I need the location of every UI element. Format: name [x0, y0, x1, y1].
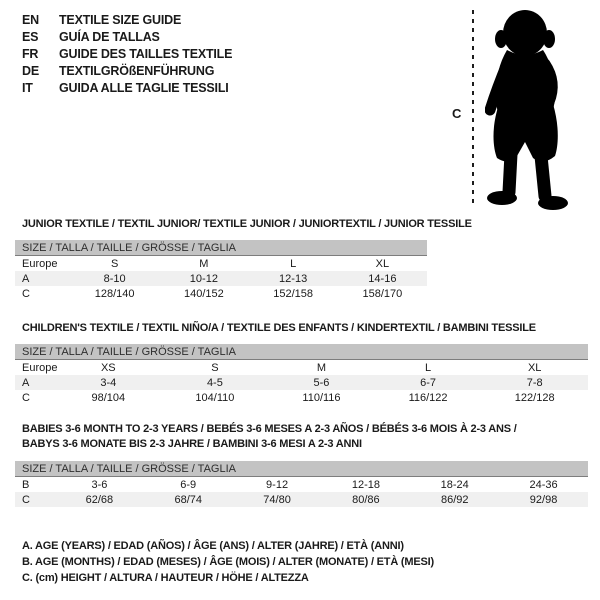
value-cell: 98/104: [91, 391, 126, 404]
language-code: DE: [22, 64, 39, 78]
table-row: [15, 375, 588, 390]
language-code: ES: [22, 30, 39, 44]
row-label-cell: C: [15, 492, 55, 507]
footnote: C. (cm) HEIGHT / ALTURA / HAUTEUR / HÖHE / ALTEZZA: [22, 572, 309, 584]
value-cell: S: [211, 361, 219, 374]
value-cell: 7-8: [481, 375, 588, 390]
value-cell: 62/68: [55, 492, 144, 507]
value-cell: L: [290, 257, 297, 270]
footnotes: [22, 538, 434, 586]
value-cell: 80/86: [321, 492, 410, 507]
table-title-line: BABYS 3-6 MONATE BIS 2-3 JAHRE / BAMBINI 3-6 MESI A 2-3 ANNI: [22, 438, 362, 450]
table-title: [22, 321, 536, 336]
size-header-cell: SIZE / TALLA / TAILLE / GRÖSSE / TAGLIA: [15, 344, 588, 360]
value-cell: 18-24: [440, 478, 469, 491]
value-cell: 86/92: [410, 492, 499, 507]
footnote: B. AGE (MONTHS) / EDAD (MESES) / ÂGE (MOIS) / ALTER (MONATE) / ETÀ (MESI): [22, 556, 434, 568]
table-title-line: BABIES 3-6 MONTH TO 2-3 YEARS / BEBÉS 3-6 MESES A 2-3 AÑOS / BÉBÉS 3-6 MOIS À 2-3 ANS /: [22, 423, 517, 435]
value-cell: 4-5: [162, 375, 269, 390]
value-cell: 12-13: [249, 271, 338, 286]
value-cell: 3-6: [91, 478, 108, 491]
value-cell: 24-36: [529, 478, 558, 491]
size-header-row: [15, 344, 588, 360]
size-table: [15, 240, 427, 301]
table-row: [15, 360, 588, 376]
value-cell: 8-10: [70, 271, 159, 286]
value-cell: 74/80: [233, 492, 322, 507]
table-title: [22, 422, 517, 452]
value-cell: 140/152: [183, 287, 224, 300]
size-table: [15, 344, 588, 405]
language-row: [22, 12, 232, 29]
value-cell: 9-12: [266, 478, 289, 491]
value-cell: 5-6: [268, 375, 375, 390]
value-cell: 3-4: [55, 375, 162, 390]
value-cell: M: [199, 257, 209, 270]
row-label-cell: B: [22, 478, 30, 491]
height-measure-label: C: [452, 106, 462, 121]
value-cell: 68/74: [144, 492, 233, 507]
size-header-cell: SIZE / TALLA / TAILLE / GRÖSSE / TAGLIA: [15, 461, 588, 477]
language-list: [22, 12, 232, 97]
value-cell: 6-9: [180, 478, 197, 491]
value-cell: XL: [375, 257, 390, 270]
table-title-line: JUNIOR TEXTILE / TEXTIL JUNIOR/ TEXTILE JUNIOR / JUNIORTEXTIL / JUNIOR TESSILE: [22, 218, 472, 230]
language-title: TEXTILE SIZE GUIDE: [59, 13, 182, 27]
value-cell: 6-7: [375, 375, 482, 390]
value-cell: XL: [527, 361, 542, 374]
table-row: [15, 286, 427, 301]
language-title: TEXTILGRÖßENFÜHRUNG: [59, 64, 215, 78]
value-cell: 128/140: [94, 287, 135, 300]
footnote: A. AGE (YEARS) / EDAD (AÑOS) / ÂGE (ANS) / ALTER (JAHRE) / ETÀ (ANNI): [22, 540, 404, 552]
size-header-row: [15, 240, 427, 256]
language-row: [22, 29, 232, 46]
language-title: GUÍA DE TALLAS: [59, 30, 160, 44]
language-row: [22, 63, 232, 80]
table-row: [15, 390, 588, 405]
value-cell: 104/110: [195, 391, 235, 404]
table-row: [15, 492, 588, 507]
size-header-row: [15, 461, 588, 477]
value-cell: 152/158: [273, 287, 313, 300]
language-row: [22, 46, 232, 63]
value-cell: 14-16: [338, 271, 427, 286]
row-label-cell: C: [22, 287, 30, 300]
value-cell: M: [316, 361, 327, 374]
value-cell: 12-18: [351, 478, 380, 491]
table-row: [15, 477, 588, 493]
language-code: IT: [22, 81, 33, 95]
language-title: GUIDA ALLE TAGLIE TESSILI: [59, 81, 229, 95]
value-cell: 92/98: [499, 492, 588, 507]
value-cell: S: [110, 257, 119, 270]
value-cell: 158/170: [362, 287, 403, 300]
language-code: EN: [22, 13, 39, 27]
height-measure-line: [472, 10, 474, 208]
value-cell: 10-12: [159, 271, 248, 286]
row-label-cell: A: [15, 375, 55, 390]
table-row: [15, 256, 427, 272]
table-title: [22, 217, 472, 232]
value-cell: XS: [100, 361, 116, 374]
value-cell: 110/116: [302, 391, 341, 404]
value-cell: L: [425, 361, 432, 374]
size-table: [15, 461, 588, 507]
language-code: FR: [22, 47, 39, 61]
baby-silhouette-icon: [485, 8, 577, 210]
row-label-cell: Europe: [22, 257, 58, 270]
value-cell: 122/128: [514, 391, 555, 404]
row-label-cell: Europe: [22, 361, 58, 374]
value-cell: 116/122: [408, 391, 448, 404]
language-title: GUIDE DES TAILLES TEXTILE: [59, 47, 233, 61]
language-row: [22, 80, 232, 97]
row-label-cell: C: [22, 391, 30, 404]
table-row: [15, 271, 427, 286]
table-title-line: CHILDREN'S TEXTILE / TEXTIL NIÑO/A / TEXTILE DES ENFANTS / KINDERTEXTIL / BAMBINI TESSILE: [22, 322, 536, 334]
size-header-cell: SIZE / TALLA / TAILLE / GRÖSSE / TAGLIA: [15, 240, 427, 256]
row-label-cell: A: [15, 271, 70, 286]
